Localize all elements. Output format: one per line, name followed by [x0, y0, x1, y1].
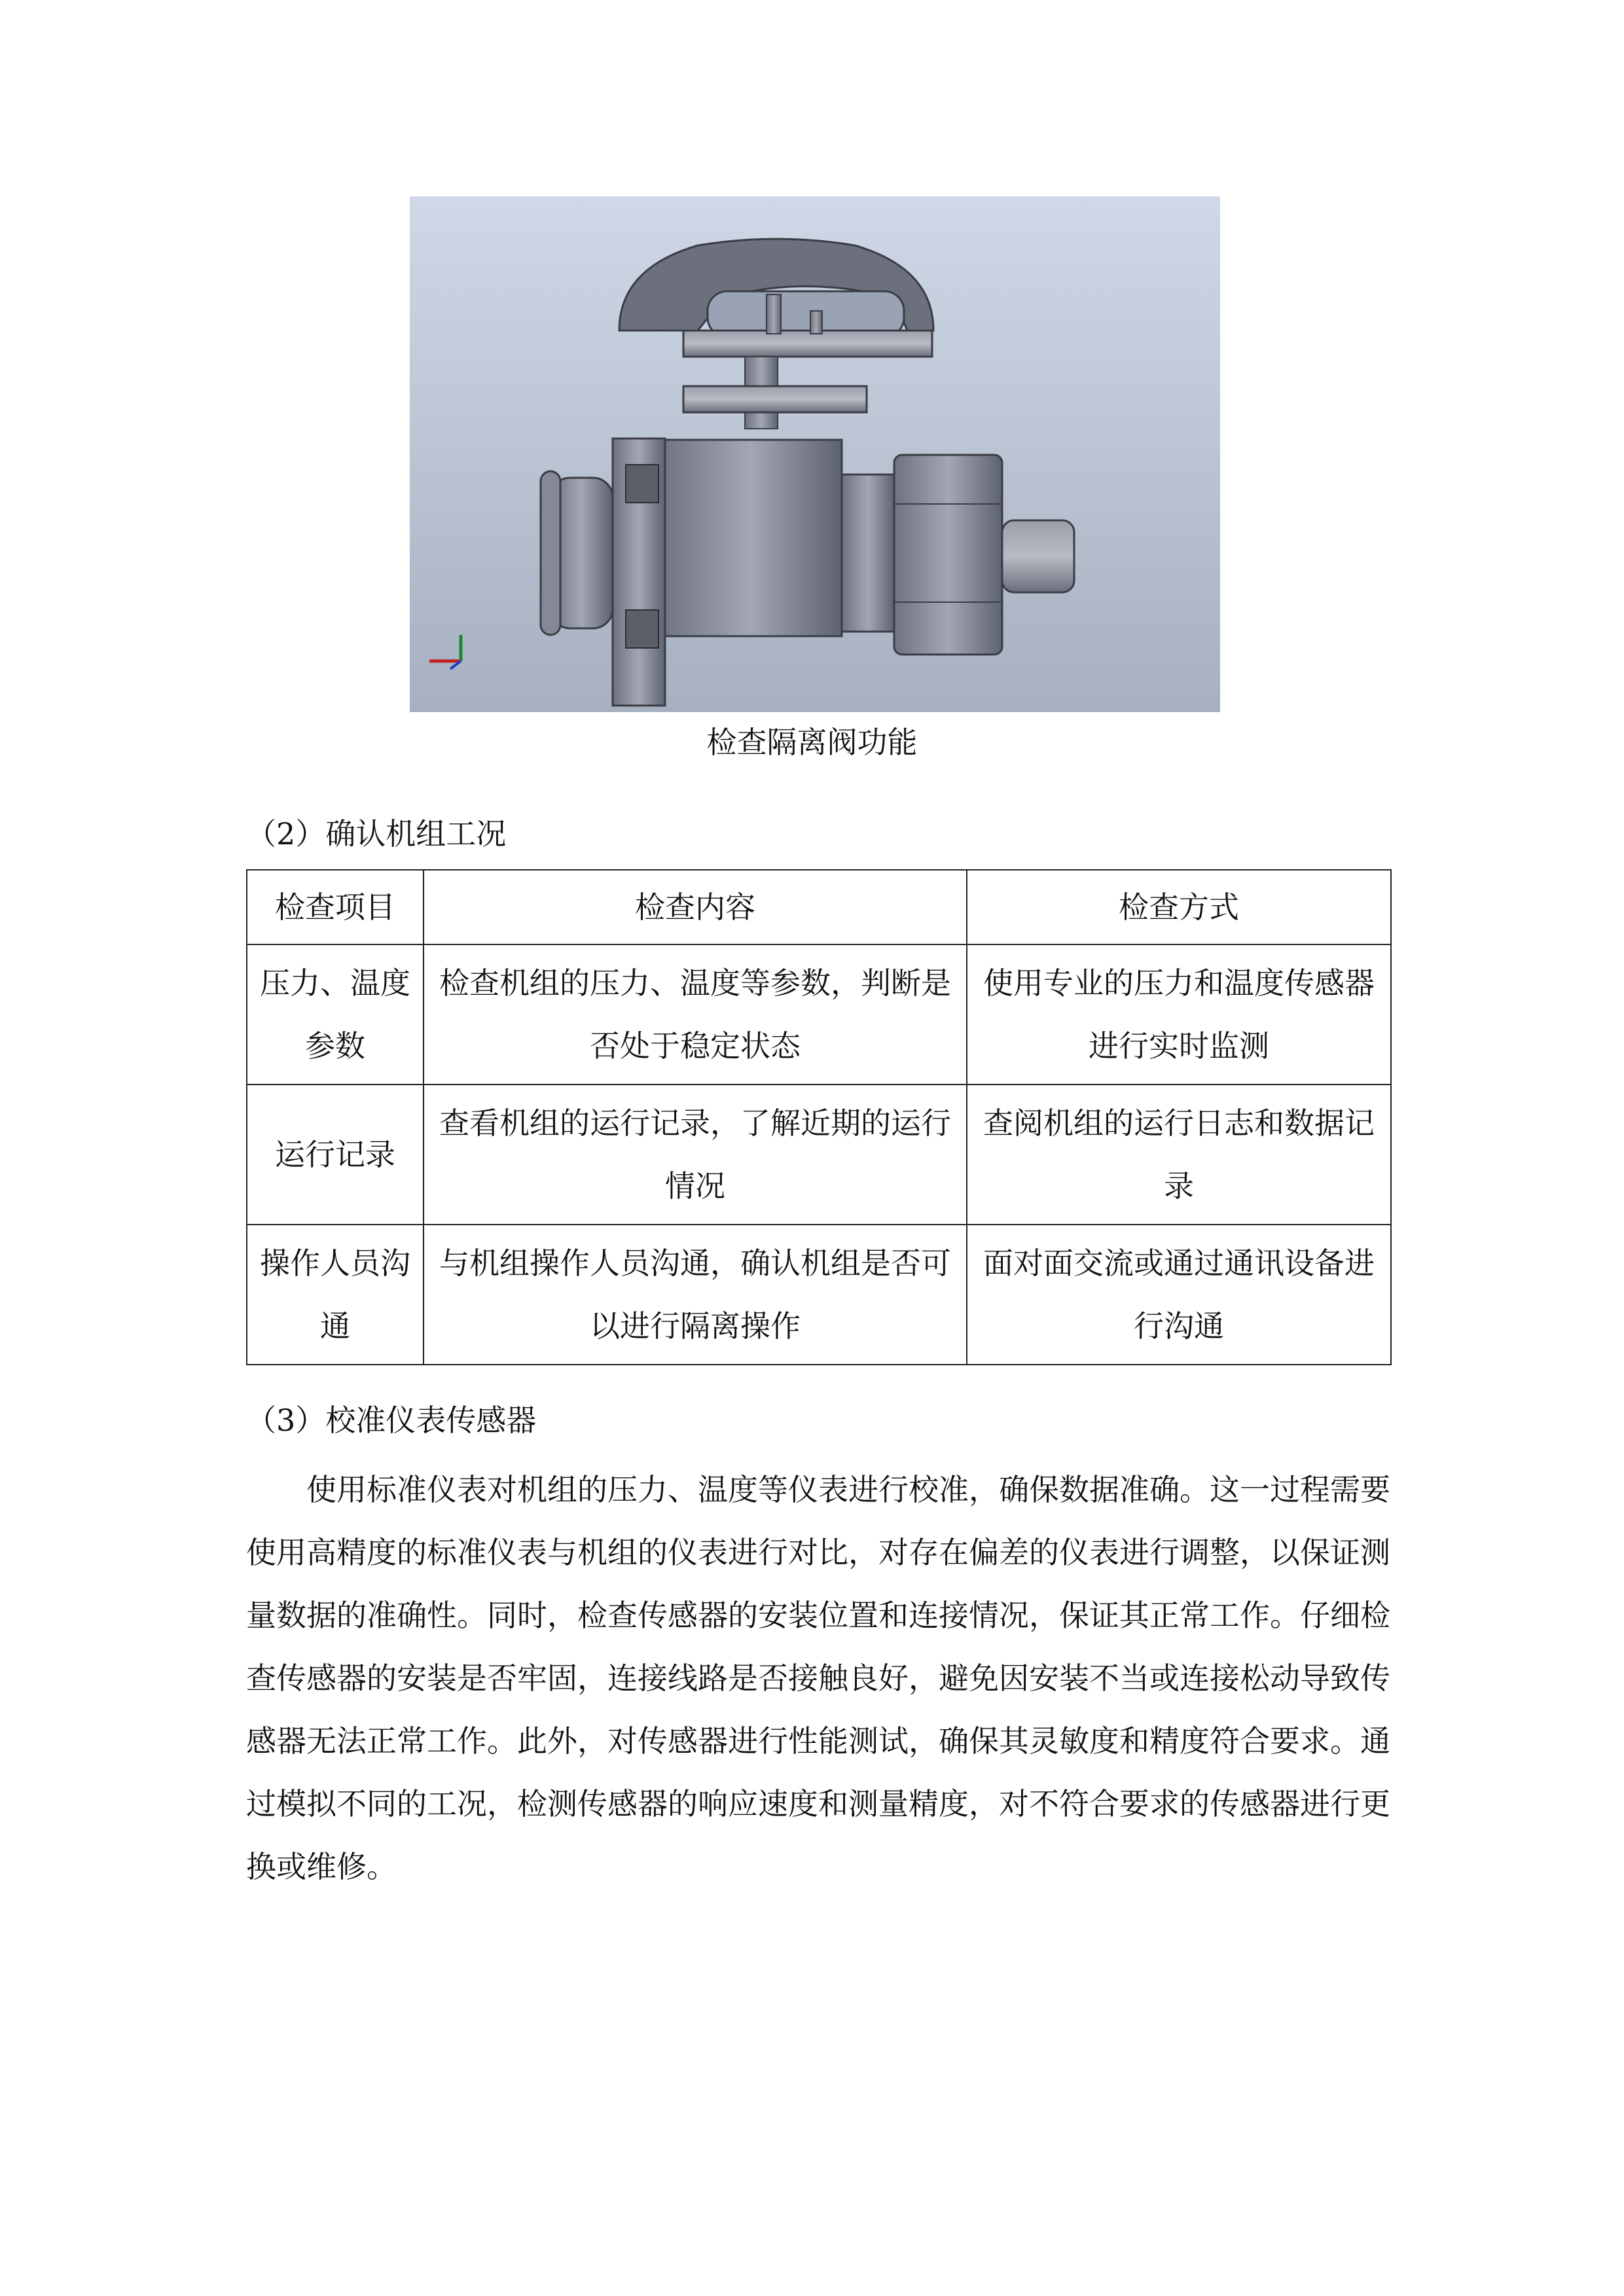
- table-cell: 压力、温度参数: [247, 944, 424, 1085]
- table-header-row: [247, 870, 1391, 944]
- table-cell: 查看机组的运行记录，了解近期的运行情况: [424, 1085, 967, 1225]
- calibration-paragraph: 使用标准仪表对机组的压力、温度等仪表进行校准，确保数据准确。这一过程需要使用高精度的标准仪表与机组的仪表进行对比，对存在偏差的仪表进行调整，以保证测量数据的准确性。同时，检查传感器的安装位置和连接情况，保证其正常工作。仔细检查传感器的安装是否牢固，连接线路是否接触良好，避免因安装不当或连接松动导致传感器无法正常工作。此外，对传感器进行性能测试，确保其灵敏度和精度符合要求。通过模拟不同的工况，检测传感器的响应速度和测量精度，对不符合要求的传感器进行更换或维修。: [246, 1472, 1390, 1884]
- valve-figure: [410, 196, 1220, 712]
- table-cell: 面对面交流或通过通讯设备进行沟通: [967, 1225, 1391, 1365]
- table-cell: 操作人员沟通: [247, 1225, 424, 1365]
- table-cell: 运行记录: [247, 1085, 424, 1225]
- table-header: 检查内容: [424, 870, 967, 944]
- unit-condition-table: [246, 869, 1392, 1365]
- figure-caption: 检查隔离阀功能: [706, 725, 918, 760]
- section-3-heading: （3）校准仪表传感器: [246, 1403, 537, 1438]
- table-cell: 与机组操作人员沟通，确认机组是否可以进行隔离操作: [424, 1225, 967, 1365]
- table-header: 检查方式: [967, 870, 1391, 944]
- table-row: [247, 1225, 1391, 1365]
- table-row: [247, 1085, 1391, 1225]
- table-header: 检查项目: [247, 870, 424, 944]
- section-2-heading: （2）确认机组工况: [246, 816, 507, 852]
- table-cell: 检查机组的压力、温度等参数，判断是否处于稳定状态: [424, 944, 967, 1085]
- valve-3d-render: [410, 196, 1220, 712]
- table-cell: 查阅机组的运行日志和数据记录: [967, 1085, 1391, 1225]
- table-row: [247, 944, 1391, 1085]
- table-cell: 使用专业的压力和温度传感器进行实时监测: [967, 944, 1391, 1085]
